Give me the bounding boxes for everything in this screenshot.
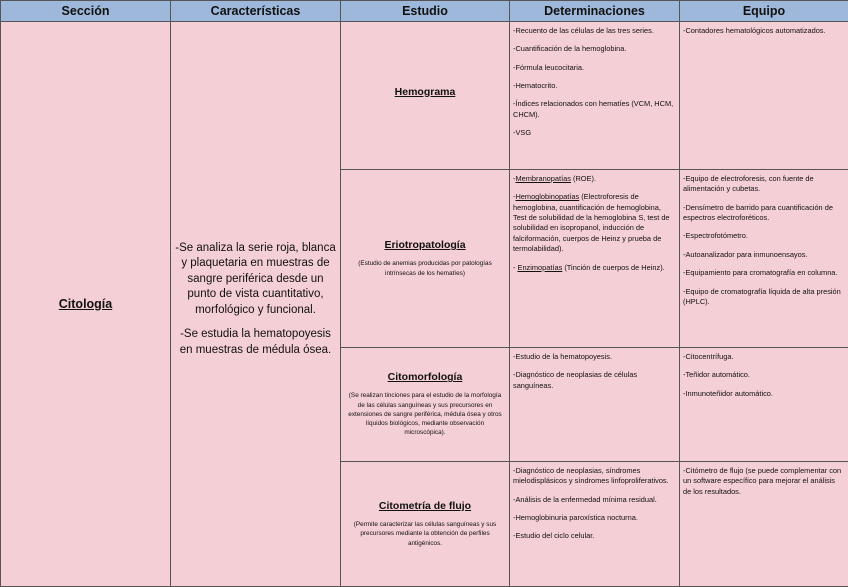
estudio-title-hemograma: Hemograma: [394, 85, 456, 98]
determinacion-item: -Membranopatías (ROE).: [513, 174, 596, 183]
determinacion-item: -Fórmula leucocitaria.: [513, 62, 585, 72]
caracteristicas-p1: -Se analiza la serie roja, blanca y plaquetaria en muestras de sangre periférica desde un punto de vista cuantitativo, morfológico y funcional.: [175, 241, 336, 316]
equipo-cell-hemograma: [680, 22, 848, 170]
table-row-hemograma: [1, 22, 848, 170]
equipo-item: -Equipo de electroforesis, con fuente de alimentación y cubetas.: [683, 174, 814, 194]
determinacion-item: -Diagnóstico de neoplasias, síndromes mielodisplásicos y síndromes linfoproliferativos.: [513, 466, 669, 486]
estudio-cell-hemograma: [341, 22, 510, 170]
estudio-cell-citomorfologia: [341, 348, 510, 462]
equipo-item: -Espectrofotómetro.: [683, 231, 748, 241]
estudio-desc-citomorfologia: (Se realizan tinciones para el estudio de la morfología de las células sanguíneas y sus precursores en extensiones de sangre periférica, médula ósea y otros líquidos biológicos, mediante observación microscópica).: [348, 392, 502, 437]
estudio-title-citomorfologia: Citomorfología: [387, 371, 463, 384]
equipo-item: -Citómetro de flujo (se puede complementar con un software específico para mejorar el análisis de los resultados.: [683, 466, 842, 496]
determinaciones-cell-citomorfologia: [510, 348, 680, 462]
estudio-title-eriotropatologia: Eriotropatología: [384, 239, 466, 252]
equipo-cell-citomorfologia: [680, 348, 848, 462]
header-equipo: Equipo: [680, 1, 848, 22]
determinacion-item: -Estudio de la hematopoyesis.: [513, 352, 613, 361]
seccion-label: Citología: [58, 297, 113, 311]
determinacion-item: -Hemoglobinopatías (Electroforesis de hemoglobina, cuantificación de hemoglobina, Test de solubilidad de la hemoglobina S, test de solubilidad en isopropanol, inducción de falciformación, cuerpos de Heinz y prueba de termolabilidad).: [513, 192, 670, 254]
estudio-cell-eriotropatologia: [341, 170, 510, 348]
determinacion-item: -Hemoglobinuria paroxística nocturna.: [513, 513, 638, 523]
membranopatias-link: Membranopatías: [515, 174, 571, 183]
determinacion-item: - Enzimopatías (Tinción de cuerpos de Heinz).: [513, 262, 665, 272]
equipo-item: -Equipamiento para cromatografía en columna.: [683, 268, 838, 278]
determinacion-item: -Cuantificación de la hemoglobina.: [513, 44, 627, 54]
caracteristicas-p2: -Se estudia la hematopoyesis en muestras de médula ósea.: [179, 328, 332, 356]
caracteristicas-cell: [171, 22, 341, 587]
equipo-item: -Teñidor automático.: [683, 370, 750, 380]
determinacion-item: -Diagnóstico de neoplasias de células sanguíneas.: [513, 370, 638, 390]
equipo-item: -Autoanalizador para inmunoensayos.: [683, 249, 808, 259]
determinacion-item: -VSG: [513, 128, 532, 138]
determinacion-item: -Recuento de las células de las tres series.: [513, 26, 654, 35]
determinaciones-cell-eriotropatologia: [510, 170, 680, 348]
equipo-item: -Equipo de cromatografía líquida de alta presión (HPLC).: [683, 286, 841, 306]
equipo-item: -Inmunoteñidor automático.: [683, 388, 773, 398]
equipo-item: -Citocentrífuga.: [683, 352, 734, 361]
estudio-desc-citometria: (Permite caracterizar las células sanguíneas y sus precursores mediante la obtención de perfiles antigénicos.: [353, 521, 497, 547]
equipo-item: -Contadores hematológicos automatizados.: [683, 26, 826, 35]
equipo-cell-citometria: [680, 462, 848, 587]
seccion-cell: [1, 22, 171, 587]
header-seccion: Sección: [1, 1, 171, 22]
determinaciones-cell-hemograma: [510, 22, 680, 170]
equipo-item: -Densímetro de barrido para cuantificación de espectros electroforéticos.: [683, 202, 833, 223]
header-determinaciones: Determinaciones: [510, 1, 680, 22]
estudio-desc-eriotropatologia: (Estudio de anemias producidas por patologías intrínsecas de los hematíes): [358, 260, 492, 277]
hemoglobinopatias-link: Hemoglobinopatías: [515, 192, 580, 202]
determinaciones-cell-citometria: [510, 462, 680, 587]
estudio-cell-citometria: [341, 462, 510, 587]
enzimopatias-link: Enzimopatías: [517, 262, 563, 272]
equipo-cell-eriotropatologia: [680, 170, 848, 348]
determinacion-item: -Índices relacionados con hematíes (VCM, HCM, CHCM).: [513, 99, 674, 119]
determinacion-item: -Hematocrito.: [513, 81, 558, 91]
header-caracteristicas: Características: [171, 1, 341, 22]
header-row: [1, 1, 848, 22]
estudio-title-citometria: Citometría de flujo: [378, 500, 472, 513]
determinacion-item: -Análisis de la enfermedad mínima residual.: [513, 494, 657, 504]
determinacion-item: -Estudio del ciclo celular.: [513, 531, 595, 541]
header-estudio: Estudio: [341, 1, 510, 22]
